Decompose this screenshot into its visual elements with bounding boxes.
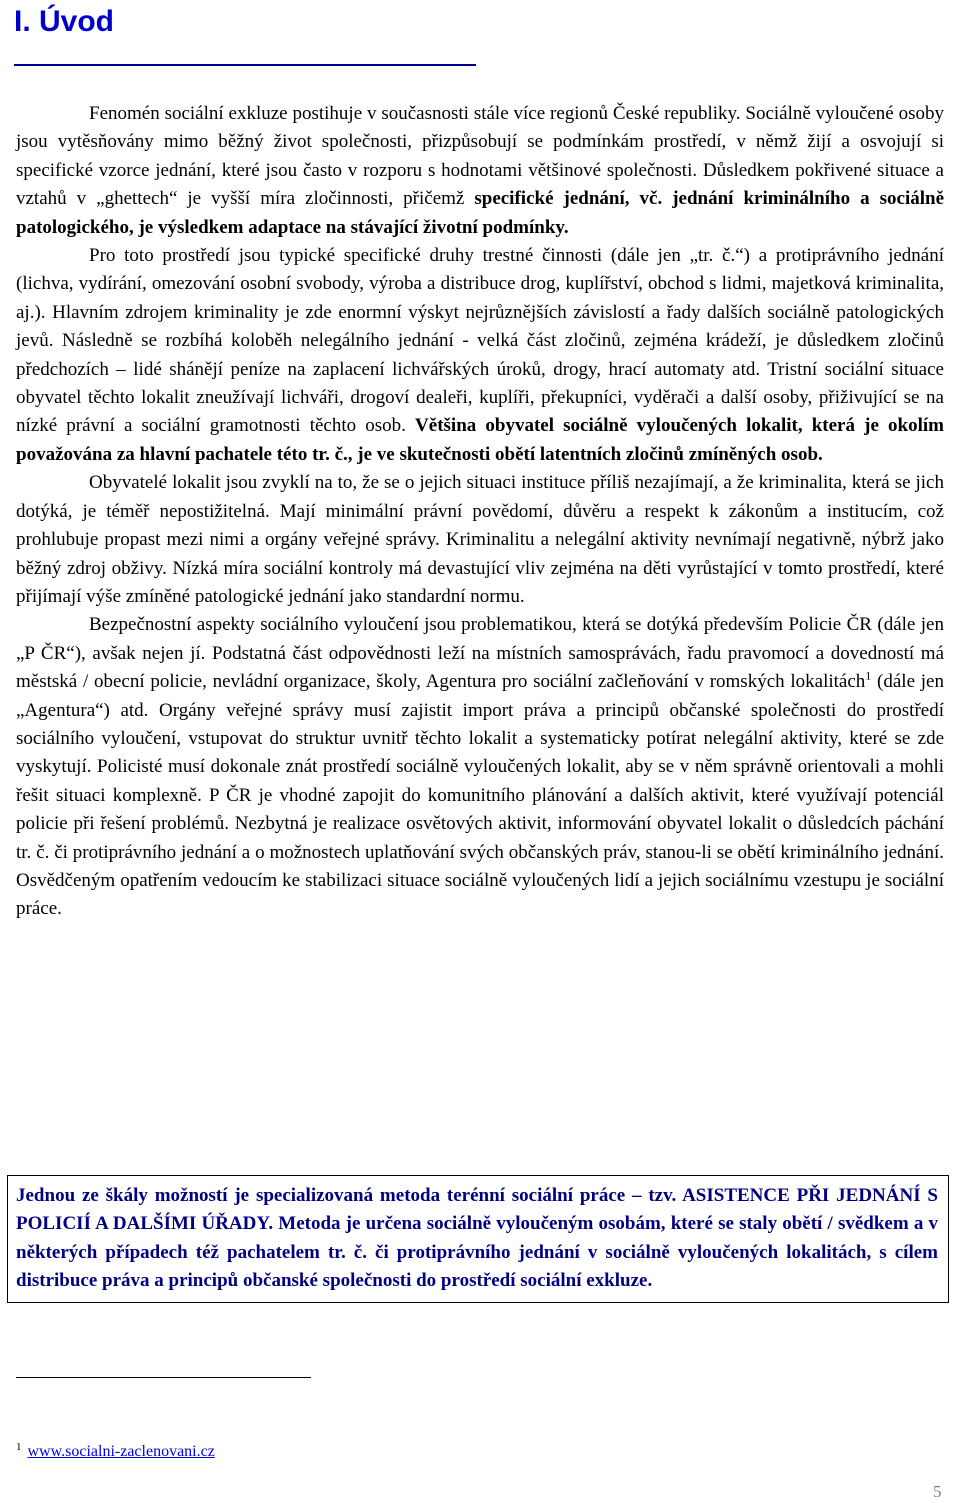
footnote bbox=[16, 1440, 215, 1464]
page-number: 5 bbox=[933, 1482, 942, 1501]
footnote-reference: 1 bbox=[865, 668, 872, 683]
heading-underline bbox=[14, 64, 476, 66]
text-segment: Většina obyvatel sociálně vyloučených lokalit, která je okolím považována za hlavní pachatele této tr. č., je ve skutečnosti obětí latentních zločinů zmíněných osob. bbox=[16, 415, 944, 465]
text-segment: Obyvatelé lokalit jsou zvyklí na to, že se o jejich situaci instituce příliš nezajímají, a že kriminalita, která se jich dotýká, je téměř nepostižitelná. Mají minimální právní povědomí, důvěru a respekt k zákonům a institucím, což prohlubuje propast mezi nimi a orgány veřejné správy. Kriminalitu a nelegální aktivity nevnímají negativně, nýbrž jako běžný zdroj obživy. Nízká míra sociální kontroly má devastující vliv zejména na děti vyrůstající v tomto prostředí, které přijímají výše zmíněné patologické jednání jako standardní normu. bbox=[16, 472, 944, 607]
footnote-separator bbox=[16, 1377, 311, 1378]
body-paragraph bbox=[16, 242, 944, 469]
highlight-box: Jednou ze škály možností je specializovaná metoda terénní sociální práce – tzv. ASISTENCE PŘI JEDNÁNÍ S POLICIÍ A DALŠÍMI ÚŘADY. Metoda je určena sociálně vyloučeným osobám, které se staly obětí / svědkem a v některých případech též pachatelem tr. č. či protiprávního jednání v sociálně vyloučených lokalitách, s cílem distribuce práva a principů občanské společnosti do prostředí sociální exkluze. bbox=[7, 1175, 949, 1303]
footnote-number: 1 bbox=[16, 1440, 22, 1453]
body-paragraph bbox=[16, 469, 944, 611]
body-text bbox=[16, 100, 944, 924]
footnote-link[interactable]: www.socialni-zaclenovani.cz bbox=[27, 1443, 215, 1460]
text-segment: Fenomén sociální exkluze postihuje v současnosti stále více regionů České republiky. Sociálně vyloučené osoby jsou vytěsňovány mimo běžný život společnosti, přizpůsobují se podmínkám prostředí, v němž žijí a osvojují si specifické vzorce jednání, které jsou často v rozporu s hodnotami většinové společnosti. Důsledkem pokřivené situace a vztahů v „ghettech“ je vyšší míra zločinnosti, přičemž bbox=[16, 103, 944, 210]
text-segment: Pro toto prostředí jsou typické specifické druhy trestné činnosti (dále jen „tr. č.“) a protiprávního jednání (lichva, vydírání, omezování osobní svobody, výroba a distribuce drog, kuplířství, obchod s lidmi, majetková kriminalita, aj.). Hlavním zdrojem kriminality je zde enormní výskyt nejrůznějších závislostí a řady dalších sociálně patologických jevů. Následně se rozbíhá koloběh nelegálního jednání - velká část zločinů, zejména krádeží, je důsledkem zločinů předchozích – lidé shánějí peníze na zaplacení lichvářských úroků, drogy, hrací automaty atd. Tristní sociální situace obyvatel těchto lokalit zneužívají lichváři, drogoví dealeři, kuplíři, překupníci, vyděrači a další osoby, přiživující se na nízké právní a sociální gramotnosti těchto osob. bbox=[16, 245, 944, 437]
body-paragraph bbox=[16, 100, 944, 242]
text-segment: (dále jen „Agentura“) atd. Orgány veřejné správy musí zajistit import práva a principů občanské společnosti do prostředí sociálního vyloučení, vstupovat do struktur uvnitř těchto lokalit a systematicky potírat nelegální aktivity, které se zde vyskytují. Policisté musí dokonale znát prostředí sociálně vyloučených lokalit, aby se v něm správně orientovali a mohli řešit situaci komplexně. P ČR je vhodné zapojit do komunitního plánování a dalších aktivit, které využívají potenciál policie při řešení problémů. Nezbytná je realizace osvětových aktivit, informování obyvatel lokalit o důsledcích páchání tr. č. či protiprávního jednání a o možnostech uplatňování svých občanských práv, stanou-li se obětí kriminálního jednání. Osvědčeným opatřením vedoucím ke stabilizaci situace sociálně vyloučených lidí a jejich sociálnímu vzestupu je sociální práce. bbox=[16, 671, 944, 920]
section-heading: I. Úvod bbox=[14, 5, 115, 38]
body-paragraph bbox=[16, 611, 944, 923]
text-segment: specifické jednání, vč. jednání kriminálního a sociálně patologického, je výsledkem adaptace na stávající životní podmínky. bbox=[16, 188, 944, 238]
text-segment: Bezpečnostní aspekty sociálního vyloučení jsou problematikou, která se dotýká především Policie ČR (dále jen „P ČR“), avšak nejen jí. Podstatná část odpovědnosti leží na místních samosprávách, řadu pravomocí a dovedností má městská / obecní policie, nevládní organizace, školy, Agentura pro sociální začleňování v romských lokalitách bbox=[16, 614, 944, 693]
